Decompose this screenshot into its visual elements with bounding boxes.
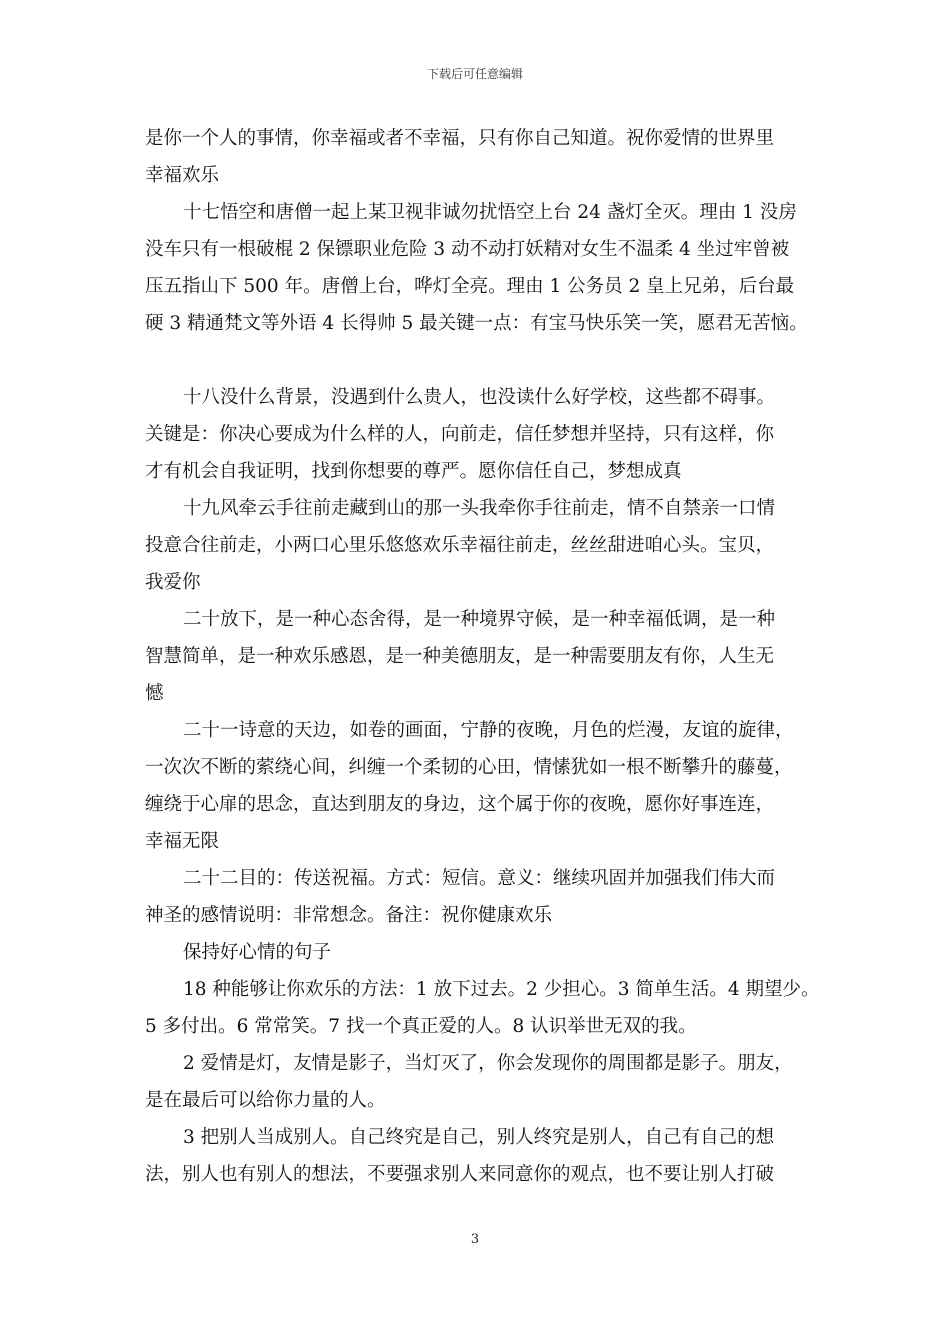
text-line: 法，别人也有别人的想法，不要强求别人来同意你的观点，也不要让别人打破 [145,1164,775,1185]
text-line: 硬 3 精通梵文等外语 4 长得帅 5 最关键一点：有宝马快乐笑一笑，愿君无苦恼。 [145,313,808,334]
text-line: 3 把别人当成别人。自己终究是自己，别人终究是别人，自己有自己的想 [183,1127,775,1148]
text-line: 才有机会自我证明，找到你想要的尊严。愿你信任自己，梦想成真 [145,461,682,482]
text-line: 没车只有一根破棍 2 保镖职业危险 3 动不动打妖精对女生不温柔 4 坐过牢曾被 [145,239,790,260]
text-line: 憾 [145,683,164,704]
text-line: 关键是：你决心要成为什么样的人，向前走，信任梦想并坚持，只有这样，你 [145,424,775,445]
text-line: 5 多付出。6 常常笑。7 找一个真正爱的人。8 认识举世无双的我。 [145,1016,697,1037]
text-line: 一次次不断的萦绕心间，纠缠一个柔韧的心田，情愫犹如一根不断攀升的藤蔓， [145,757,793,778]
paragraph-gap [145,342,813,379]
text-line: 是在最后可以给你力量的人。 [145,1090,386,1111]
document-body [145,120,820,1193]
section-heading: 保持好心情的句子 [183,942,332,963]
text-line: 智慧简单，是一种欢乐感恩，是一种美德朋友，是一种需要朋友有你，人生无 [145,646,775,667]
text-line: 投意合往前走，小两口心里乐悠悠欢乐幸福往前走，丝丝甜进咱心头。宝贝， [145,535,775,556]
text-line: 缠绕于心扉的思念，直达到朋友的身边，这个属于你的夜晚，愿你好事连连， [145,794,775,815]
text-line: 幸福欢乐 [145,165,220,186]
text-line: 压五指山下 500 年。唐僧上台，哗灯全亮。理由 1 公务员 2 皇上兄弟，后台最 [145,276,795,297]
text-line: 十八没什么背景，没遇到什么贵人，也没读什么好学校，这些都不碍事。 [183,387,776,408]
text-line: 我爱你 [145,572,201,593]
text-line: 幸福无限 [145,831,220,852]
text-line: 神圣的感情说明：非常想念。备注：祝你健康欢乐 [145,905,553,926]
page-number: 3 [470,1232,480,1247]
text-line: 2 爱情是灯，友情是影子，当灯灭了，你会发现你的周围都是影子。朋友， [183,1053,793,1074]
page-header: 下载后可任意编辑 [426,67,523,81]
text-line: 二十一诗意的天边，如卷的画面，宁静的夜晚，月色的烂漫，友谊的旋律， [183,720,794,741]
text-line: 18 种能够让你欢乐的方法：1 放下过去。2 少担心。3 简单生活。4 期望少。 [183,979,820,1000]
text-line: 二十二目的：传送祝福。方式：短信。意义：继续巩固并加强我们伟大而 [183,868,776,889]
text-line: 十七悟空和唐僧一起上某卫视非诚勿扰悟空上台 24 盏灯全灭。理由 1 没房 [183,202,797,223]
text-line: 二十放下，是一种心态舍得，是一种境界守候，是一种幸福低调，是一种 [183,609,776,630]
text-line: 是你一个人的事情，你幸福或者不幸福，只有你自己知道。祝你爱情的世界里 [145,128,775,149]
text-line: 十九风牵云手往前走藏到山的那一头我牵你手往前走，情不自禁亲一口情 [183,498,776,519]
